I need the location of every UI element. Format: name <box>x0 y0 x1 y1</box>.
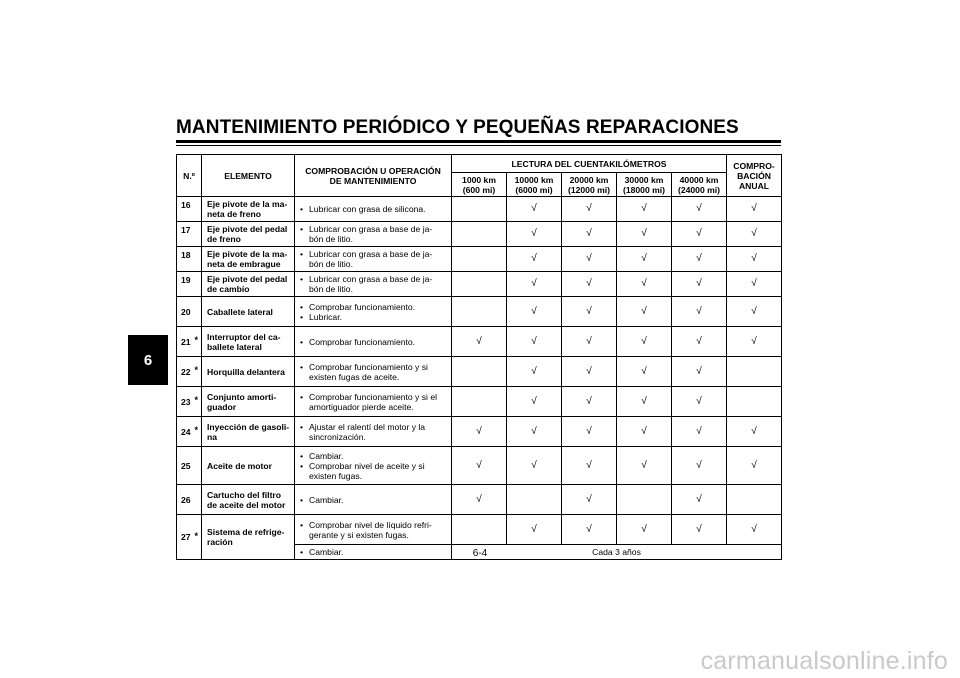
tick-cell <box>617 485 672 515</box>
tick-cell: √ <box>617 297 672 327</box>
header-check: COMPROBACIÓN U OPERACIÓN DE MANTENIMIENTO <box>295 155 452 197</box>
tick-cell: √ <box>562 485 617 515</box>
row-check: • Lubricar con grasa a base de ja- bón de litio. <box>295 222 452 247</box>
tick-cell <box>727 387 782 417</box>
tick-cell: √ <box>507 272 562 297</box>
tick-cell: √ <box>562 272 617 297</box>
tick-cell: √ <box>452 327 507 357</box>
row-mark: * <box>192 515 202 560</box>
tick-cell <box>452 515 507 545</box>
tick-cell: √ <box>672 485 727 515</box>
tick-cell: √ <box>727 515 782 545</box>
tick-cell: √ <box>672 222 727 247</box>
row-check: • Lubricar con grasa a base de ja- bón de litio. <box>295 272 452 297</box>
tick-cell: √ <box>562 197 617 222</box>
row-item: Cartucho del filtro de aceite del motor <box>202 485 295 515</box>
tick-cell: √ <box>562 247 617 272</box>
tick-cell: √ <box>672 272 727 297</box>
tick-cell: √ <box>727 222 782 247</box>
header-odometer: LECTURA DEL CUENTAKILÓMETROS <box>452 155 727 173</box>
tick-cell: √ <box>672 417 727 447</box>
row-mark <box>192 222 202 247</box>
row-number: 20 <box>177 297 192 327</box>
row-check: • Lubricar con grasa a base de ja- bón de litio. <box>295 247 452 272</box>
page-number: 6-4 <box>472 548 488 559</box>
tick-cell: √ <box>562 515 617 545</box>
row-check: • Comprobar funcionamiento. • Lubricar. <box>295 297 452 327</box>
row-check: • Cambiar. <box>295 485 452 515</box>
tick-cell: √ <box>727 417 782 447</box>
tick-cell: √ <box>672 297 727 327</box>
tick-cell: √ <box>562 357 617 387</box>
tick-cell: √ <box>562 222 617 247</box>
tick-cell <box>507 485 562 515</box>
row-mark <box>192 297 202 327</box>
row-check: • Comprobar funcionamiento y si el amortiguador pierde aceite. <box>295 387 452 417</box>
tick-cell <box>727 485 782 515</box>
row-check: • Cambiar. • Comprobar nivel de aceite y si existen fugas. <box>295 447 452 485</box>
header-interval-2: 10000 km (6000 mi) <box>507 173 562 197</box>
table-header-row <box>177 155 782 173</box>
table-row <box>177 515 782 545</box>
row-number: 24 <box>177 417 192 447</box>
row-item: Horquilla delantera <box>202 357 295 387</box>
tick-cell <box>452 272 507 297</box>
table-row <box>177 327 782 357</box>
row-item: Inyección de gasoli- na <box>202 417 295 447</box>
header-element: ELEMENTO <box>202 155 295 197</box>
tick-cell: √ <box>562 387 617 417</box>
tick-cell: √ <box>507 222 562 247</box>
row-number: 21 <box>177 327 192 357</box>
tick-cell: √ <box>727 297 782 327</box>
row-number: 25 <box>177 447 192 485</box>
footer-watermark: carmanualsonline.info <box>700 647 948 675</box>
title-rule-thin <box>176 145 781 146</box>
tick-cell: √ <box>507 327 562 357</box>
title-rule-thick <box>176 140 781 143</box>
tick-cell: √ <box>672 447 727 485</box>
row-mark: * <box>192 357 202 387</box>
tick-cell: √ <box>617 327 672 357</box>
row-item: Aceite de motor <box>202 447 295 485</box>
row-check: • Comprobar funcionamiento y si existen fugas de aceite. <box>295 357 452 387</box>
table-row <box>177 417 782 447</box>
tick-cell: √ <box>562 297 617 327</box>
tick-cell: √ <box>507 387 562 417</box>
cada-3-anos-cell: Cada 3 años <box>452 545 782 560</box>
row-number: 19 <box>177 272 192 297</box>
tick-cell: √ <box>727 447 782 485</box>
tick-cell: √ <box>672 197 727 222</box>
tick-cell: √ <box>617 417 672 447</box>
tick-cell: √ <box>727 197 782 222</box>
row-item: Eje pivote de la ma- neta de embrague <box>202 247 295 272</box>
table-row <box>177 485 782 515</box>
row-item: Sistema de refrige- ración <box>202 515 295 560</box>
row-check: • Ajustar el ralentí del motor y la sincronización. <box>295 417 452 447</box>
tick-cell <box>452 197 507 222</box>
tick-cell: √ <box>507 247 562 272</box>
row-item: Eje pivote del pedal de freno <box>202 222 295 247</box>
header-annual: COMPRO- BACIÓN ANUAL <box>727 155 782 197</box>
tick-cell: √ <box>507 417 562 447</box>
tick-cell: √ <box>452 485 507 515</box>
tick-cell: √ <box>617 222 672 247</box>
row-number: 27 <box>177 515 192 560</box>
tick-cell: √ <box>617 447 672 485</box>
tick-cell: √ <box>672 327 727 357</box>
table-row <box>177 272 782 297</box>
row-item: Eje pivote del pedal de cambio <box>202 272 295 297</box>
row-item: Interruptor del ca- ballete lateral <box>202 327 295 357</box>
row-number: 16 <box>177 197 192 222</box>
row-check: • Comprobar nivel de líquido refri- gerante y si existen fugas. <box>295 515 452 545</box>
tick-cell <box>452 387 507 417</box>
tick-cell: √ <box>617 197 672 222</box>
table-row <box>177 357 782 387</box>
tick-cell: √ <box>672 387 727 417</box>
tick-cell <box>452 247 507 272</box>
tick-cell <box>452 297 507 327</box>
row-check: • Cambiar. <box>295 545 452 560</box>
tick-cell <box>727 357 782 387</box>
row-number: 26 <box>177 485 192 515</box>
tick-cell: √ <box>727 327 782 357</box>
header-num: N.º <box>177 155 202 197</box>
chapter-tab: 6 <box>128 335 168 385</box>
maintenance-table <box>176 154 782 560</box>
table-row <box>177 387 782 417</box>
row-mark <box>192 485 202 515</box>
row-number: 17 <box>177 222 192 247</box>
tick-cell: √ <box>562 327 617 357</box>
row-mark: * <box>192 417 202 447</box>
table-row <box>177 297 782 327</box>
tick-cell: √ <box>617 357 672 387</box>
row-mark: * <box>192 327 202 357</box>
row-item: Eje pivote de la ma- neta de freno <box>202 197 295 222</box>
row-mark <box>192 272 202 297</box>
tick-cell: √ <box>562 447 617 485</box>
page-title: MANTENIMIENTO PERIÓDICO Y PEQUEÑAS REPARACIONES <box>176 117 739 138</box>
tick-cell: √ <box>617 515 672 545</box>
header-interval-4: 30000 km (18000 mi) <box>617 173 672 197</box>
tick-cell: √ <box>617 247 672 272</box>
tick-cell: √ <box>507 297 562 327</box>
tick-cell <box>452 222 507 247</box>
row-check: • Lubricar con grasa de silicona. <box>295 197 452 222</box>
row-number: 22 <box>177 357 192 387</box>
row-mark <box>192 447 202 485</box>
table-row <box>177 447 782 485</box>
tick-cell: √ <box>507 515 562 545</box>
tick-cell: √ <box>507 357 562 387</box>
row-mark: * <box>192 387 202 417</box>
tick-cell: √ <box>507 197 562 222</box>
tick-cell: √ <box>562 417 617 447</box>
table-row <box>177 247 782 272</box>
header-interval-1: 1000 km (600 mi) <box>452 173 507 197</box>
tick-cell: √ <box>727 272 782 297</box>
row-item: Conjunto amorti- guador <box>202 387 295 417</box>
tick-cell <box>452 357 507 387</box>
tick-cell: √ <box>617 272 672 297</box>
table-row <box>177 222 782 247</box>
row-check: • Comprobar funcionamiento. <box>295 327 452 357</box>
tick-cell: √ <box>672 515 727 545</box>
tick-cell: √ <box>452 447 507 485</box>
row-mark <box>192 197 202 222</box>
tick-cell: √ <box>452 417 507 447</box>
header-interval-3: 20000 km (12000 mi) <box>562 173 617 197</box>
tick-cell: √ <box>672 357 727 387</box>
tick-cell: √ <box>727 247 782 272</box>
row-item: Caballete lateral <box>202 297 295 327</box>
header-interval-5: 40000 km (24000 mi) <box>672 173 727 197</box>
tick-cell: √ <box>672 247 727 272</box>
row-mark <box>192 247 202 272</box>
tick-cell: √ <box>507 447 562 485</box>
row-number: 23 <box>177 387 192 417</box>
row-number: 18 <box>177 247 192 272</box>
table-row <box>177 197 782 222</box>
tick-cell: √ <box>617 387 672 417</box>
